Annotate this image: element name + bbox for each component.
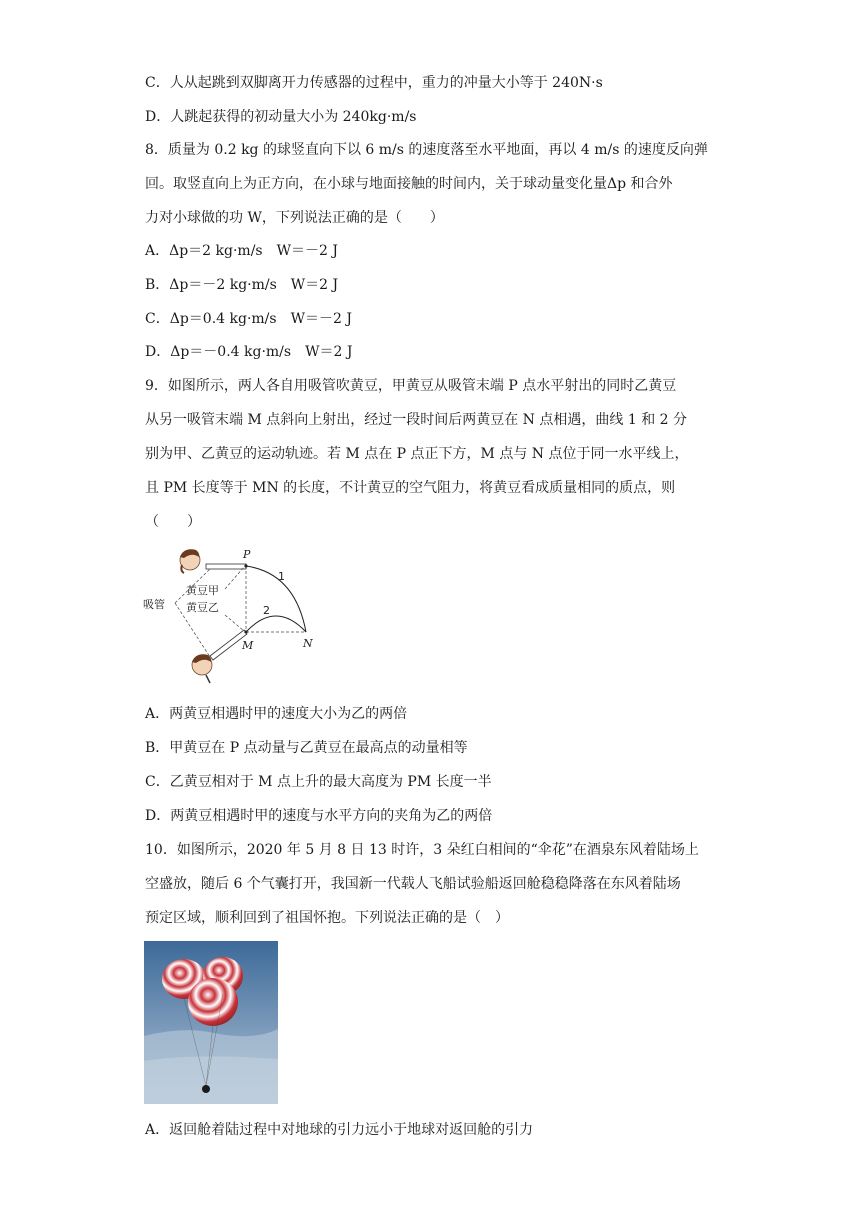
- return-capsule-icon: [202, 1085, 210, 1093]
- text-line-q8c: 力对小球做的功 W，下列说法正确的是（ ）: [145, 210, 444, 226]
- label-bean-a: 黄豆甲: [186, 584, 219, 597]
- trajectory-curve-2: [246, 616, 306, 632]
- text-line-q9a: 9．如图所示，两人各自用吸管吹黄豆，甲黄豆从吸管末端 P 点水平射出的同时乙黄豆: [145, 378, 677, 394]
- text-line-q9d: 且 PM 长度等于 MN 的长度，不计黄豆的空气阻力，将黄豆看成质量相同的质点，则: [145, 480, 676, 496]
- text-line-q9c: 别为甲、乙黄豆的运动轨迹。若 M 点在 P 点正下方，M 点与 N 点位于同一水平线上，: [145, 446, 689, 462]
- label-bean-b: 黄豆乙: [186, 601, 219, 614]
- text-line-q9e: （ ）: [145, 514, 201, 530]
- label-straw: 吸管: [143, 598, 165, 611]
- text-line-q10a: 10．如图所示，2020 年 5 月 8 日 13 时许，3 朵红白相间的“伞花”在酒泉东风着陆场上: [145, 842, 699, 858]
- text-line-q8b: 回。取竖直向上为正方向，在小球与地面接触的时间内，关于球动量变化量Δp 和合外: [145, 176, 673, 192]
- text-line-q8C: C．Δp＝0.4 kg·m/s W＝－2 J: [145, 311, 352, 327]
- text-line-q9D: D．两黄豆相遇时甲的速度与水平方向的夹角为乙的两倍: [145, 808, 493, 824]
- text-line-q7d: D．人跳起获得的初动量大小为 240kg·m/s: [145, 109, 417, 125]
- label-curve-1: 1: [278, 570, 285, 583]
- label-M: M: [242, 639, 254, 652]
- text-line-q9C: C．乙黄豆相对于 M 点上升的最大高度为 PM 长度一半: [145, 774, 492, 790]
- text-line-q8A: A．Δp＝2 kg·m/s W＝－2 J: [145, 243, 338, 259]
- straw-top: [206, 564, 246, 569]
- text-line-q7c: C．人从起跳到双脚离开力传感器的过程中，重力的冲量大小等于 240N·s: [145, 75, 603, 91]
- text-line-q10A: A．返回舱着陆过程中对地球的引力远小于地球对返回舱的引力: [145, 1122, 534, 1138]
- parachute-photo: [144, 941, 278, 1104]
- text-line-q10c: 预定区域，顺利回到了祖国怀抱。下列说法正确的是（ ）: [145, 910, 509, 926]
- text-line-q8D: D．Δp＝－0.4 kg·m/s W＝2 J: [145, 344, 353, 360]
- trajectory-curve-1: [246, 566, 306, 632]
- text-line-q8B: B．Δp＝－2 kg·m/s W＝2 J: [145, 277, 339, 293]
- text-line-q8a: 8．质量为 0.2 kg 的球竖直向下以 6 m/s 的速度落至水平地面，再以 4 m/s 的速度反向弹: [145, 142, 708, 158]
- text-line-q9A: A．两黄豆相遇时甲的速度大小为乙的两倍: [145, 706, 408, 722]
- text-line-q10b: 空盛放，随后 6 个气囊打开，我国新一代载人飞船试验船返回舱稳稳降落在东风着陆场: [145, 876, 681, 892]
- label-P: P: [243, 548, 251, 561]
- text-line-q9B: B．甲黄豆在 P 点动量与乙黄豆在最高点的动量相等: [145, 740, 468, 756]
- person-bottom-icon: [192, 654, 212, 683]
- bean-trajectory-figure: [140, 543, 340, 693]
- person-top-icon: [180, 549, 200, 573]
- label-curve-2: 2: [263, 604, 270, 617]
- label-N: N: [303, 637, 313, 650]
- text-line-q9b: 从另一吸管末端 M 点斜向上射出，经过一段时间后两黄豆在 N 点相遇，曲线 1 和 2 分: [145, 412, 687, 428]
